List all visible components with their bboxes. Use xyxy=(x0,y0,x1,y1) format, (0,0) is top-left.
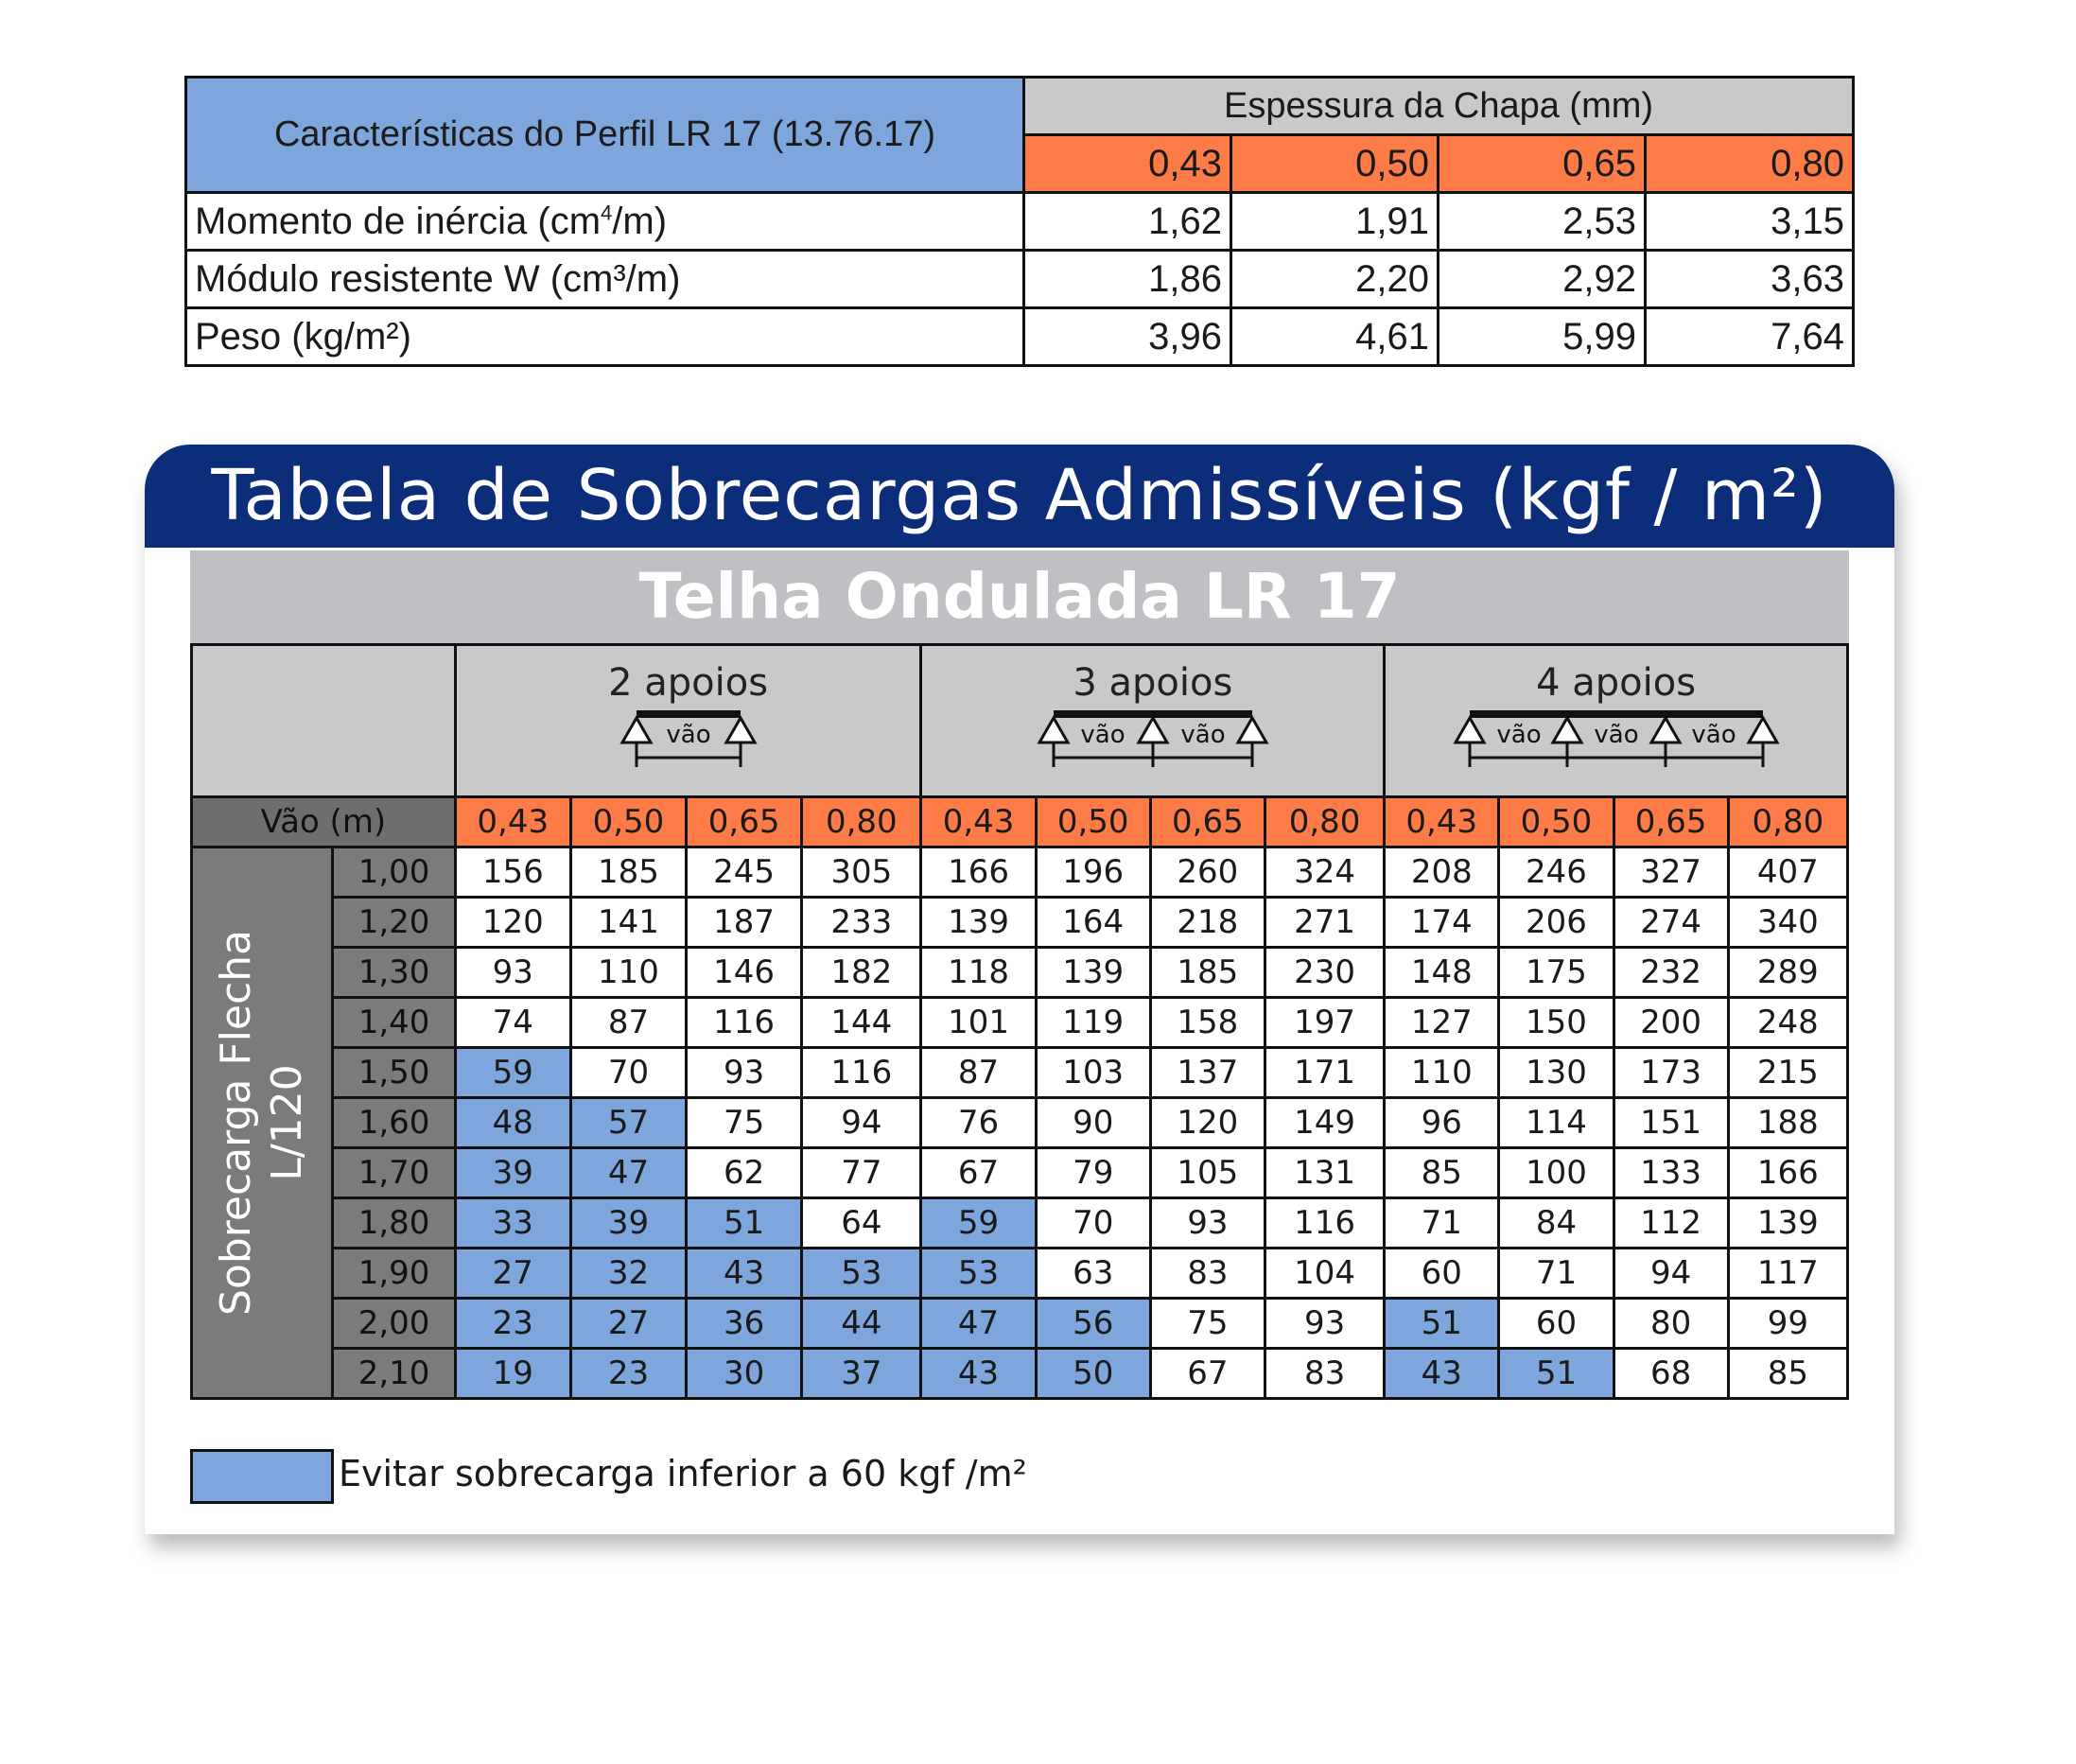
load-value-cell: 104 xyxy=(1265,1249,1384,1299)
load-value-cell: 99 xyxy=(1728,1299,1847,1349)
value-cell: 3,63 xyxy=(1646,251,1854,308)
load-value-cell: 150 xyxy=(1499,998,1614,1048)
load-table xyxy=(190,643,1849,1400)
two-support-span-icon xyxy=(618,708,759,769)
load-table-card xyxy=(145,445,1894,1534)
span-length-cell: 1,60 xyxy=(333,1098,455,1148)
load-value-cell: 68 xyxy=(1614,1349,1728,1399)
load-value-cell: 110 xyxy=(570,948,686,998)
load-value-cell: 101 xyxy=(921,998,1036,1048)
load-value-cell: 131 xyxy=(1265,1148,1384,1198)
load-value-cell: 116 xyxy=(1265,1198,1384,1249)
load-value-cell: 57 xyxy=(570,1098,686,1148)
load-value-cell: 188 xyxy=(1728,1098,1847,1148)
span-header: Vão (m) xyxy=(192,797,456,847)
load-value-cell: 233 xyxy=(802,898,921,948)
span-label: vão xyxy=(1080,721,1125,749)
group-header-3-supports xyxy=(921,645,1385,797)
load-value-cell: 43 xyxy=(687,1249,802,1299)
label-text: Momento de inércia (cm xyxy=(195,200,602,242)
table-row xyxy=(192,1349,1848,1399)
load-value-cell: 70 xyxy=(1036,1198,1150,1249)
table-row xyxy=(192,898,1848,948)
value-cell: 3,96 xyxy=(1024,308,1231,366)
value-cell: 5,99 xyxy=(1439,308,1646,366)
group-title: 3 apoios xyxy=(1073,661,1233,705)
axis-label-line: L/120 xyxy=(263,1064,312,1181)
value-cell: 3,15 xyxy=(1646,193,1854,251)
group-title: 2 apoios xyxy=(608,661,769,705)
table-row xyxy=(192,1198,1848,1249)
load-value-cell: 59 xyxy=(455,1048,570,1098)
three-support-span-icon xyxy=(1035,708,1271,769)
value-cell: 4,61 xyxy=(1231,308,1439,366)
load-value-cell: 133 xyxy=(1614,1148,1728,1198)
load-value-cell: 85 xyxy=(1385,1148,1499,1198)
row-label-modulus: Módulo resistente W (cm³/m) xyxy=(186,251,1024,308)
thickness-col-header: 0,50 xyxy=(1036,797,1150,847)
thickness-col-header: 0,65 xyxy=(1614,797,1728,847)
load-value-cell: 148 xyxy=(1385,948,1499,998)
load-value-cell: 59 xyxy=(921,1198,1036,1249)
profile-title: Características do Perfil LR 17 (13.76.17) xyxy=(186,78,1024,193)
legend-text: Evitar sobrecarga inferior a 60 kgf /m² xyxy=(339,1453,1027,1494)
span-length-cell: 1,70 xyxy=(333,1148,455,1198)
value-cell: 2,53 xyxy=(1439,193,1646,251)
load-value-cell: 116 xyxy=(687,998,802,1048)
group-title: 4 apoios xyxy=(1536,661,1697,705)
load-value-cell: 37 xyxy=(802,1349,921,1399)
load-value-cell: 274 xyxy=(1614,898,1728,948)
load-value-cell: 175 xyxy=(1499,948,1614,998)
load-value-cell: 47 xyxy=(570,1148,686,1198)
load-value-cell: 289 xyxy=(1728,948,1847,998)
load-value-cell: 340 xyxy=(1728,898,1847,948)
row-label-weight: Peso (kg/m²) xyxy=(186,308,1024,366)
thickness-header: Espessura da Chapa (mm) xyxy=(1024,78,1854,135)
load-value-cell: 164 xyxy=(1036,898,1150,948)
load-value-cell: 200 xyxy=(1614,998,1728,1048)
load-value-cell: 87 xyxy=(921,1048,1036,1098)
load-value-cell: 27 xyxy=(455,1249,570,1299)
load-value-cell: 208 xyxy=(1385,847,1499,898)
load-value-cell: 85 xyxy=(1728,1349,1847,1399)
group-header-2-supports xyxy=(455,645,921,797)
load-value-cell: 39 xyxy=(570,1198,686,1249)
corner-header xyxy=(192,645,456,797)
load-value-cell: 96 xyxy=(1385,1098,1499,1148)
thickness-col-4: 0,80 xyxy=(1646,135,1854,193)
load-value-cell: 87 xyxy=(570,998,686,1048)
load-value-cell: 93 xyxy=(687,1048,802,1098)
span-label: vão xyxy=(1180,721,1226,749)
load-value-cell: 139 xyxy=(921,898,1036,948)
load-value-cell: 116 xyxy=(802,1048,921,1098)
load-value-cell: 36 xyxy=(687,1299,802,1349)
load-value-cell: 23 xyxy=(455,1299,570,1349)
load-value-cell: 100 xyxy=(1499,1148,1614,1198)
load-value-cell: 144 xyxy=(802,998,921,1048)
span-length-cell: 1,50 xyxy=(333,1048,455,1098)
span-length-cell: 1,20 xyxy=(333,898,455,948)
load-value-cell: 79 xyxy=(1036,1148,1150,1198)
four-support-span-icon xyxy=(1451,708,1782,769)
load-value-cell: 74 xyxy=(455,998,570,1048)
load-value-cell: 174 xyxy=(1385,898,1499,948)
load-value-cell: 93 xyxy=(455,948,570,998)
load-value-cell: 327 xyxy=(1614,847,1728,898)
span-length-cell: 2,00 xyxy=(333,1299,455,1349)
load-value-cell: 83 xyxy=(1150,1249,1265,1299)
thickness-col-header: 0,43 xyxy=(1385,797,1499,847)
load-value-cell: 141 xyxy=(570,898,686,948)
load-value-cell: 90 xyxy=(1036,1098,1150,1148)
load-value-cell: 70 xyxy=(570,1048,686,1098)
load-value-cell: 27 xyxy=(570,1299,686,1349)
load-value-cell: 47 xyxy=(921,1299,1036,1349)
load-value-cell: 120 xyxy=(455,898,570,948)
load-value-cell: 83 xyxy=(1265,1349,1384,1399)
load-value-cell: 32 xyxy=(570,1249,686,1299)
thickness-col-header: 0,43 xyxy=(921,797,1036,847)
table-row xyxy=(192,847,1848,898)
load-value-cell: 71 xyxy=(1499,1249,1614,1299)
load-value-cell: 196 xyxy=(1036,847,1150,898)
load-value-cell: 39 xyxy=(455,1148,570,1198)
load-value-cell: 60 xyxy=(1385,1249,1499,1299)
load-value-cell: 230 xyxy=(1265,948,1384,998)
load-value-cell: 118 xyxy=(921,948,1036,998)
table-row xyxy=(192,1148,1848,1198)
load-value-cell: 48 xyxy=(455,1098,570,1148)
load-value-cell: 112 xyxy=(1614,1198,1728,1249)
thickness-col-3: 0,65 xyxy=(1439,135,1646,193)
load-value-cell: 119 xyxy=(1036,998,1150,1048)
load-value-cell: 43 xyxy=(1385,1349,1499,1399)
span-length-cell: 2,10 xyxy=(333,1349,455,1399)
load-value-cell: 75 xyxy=(1150,1299,1265,1349)
axis-label-text xyxy=(211,886,313,1359)
load-value-cell: 80 xyxy=(1614,1299,1728,1349)
characteristics-row-weight xyxy=(186,308,1854,366)
load-value-cell: 56 xyxy=(1036,1299,1150,1349)
value-cell: 1,86 xyxy=(1024,251,1231,308)
thickness-col-header: 0,80 xyxy=(1728,797,1847,847)
load-value-cell: 33 xyxy=(455,1198,570,1249)
thickness-col-header: 0,50 xyxy=(1499,797,1614,847)
value-cell: 2,20 xyxy=(1231,251,1439,308)
load-value-cell: 156 xyxy=(455,847,570,898)
load-value-cell: 166 xyxy=(1728,1148,1847,1198)
load-value-cell: 149 xyxy=(1265,1098,1384,1148)
load-value-cell: 127 xyxy=(1385,998,1499,1048)
load-value-cell: 71 xyxy=(1385,1198,1499,1249)
load-value-cell: 130 xyxy=(1499,1048,1614,1098)
span-label: vão xyxy=(1690,721,1736,749)
load-value-cell: 60 xyxy=(1499,1299,1614,1349)
load-value-cell: 19 xyxy=(455,1349,570,1399)
load-value-cell: 218 xyxy=(1150,898,1265,948)
thickness-col-1: 0,43 xyxy=(1024,135,1231,193)
load-value-cell: 103 xyxy=(1036,1048,1150,1098)
product-subtitle: Telha Ondulada LR 17 xyxy=(190,550,1849,643)
load-value-cell: 44 xyxy=(802,1299,921,1349)
load-value-cell: 43 xyxy=(921,1349,1036,1399)
label-suffix: /m) xyxy=(612,200,668,242)
span-length-cell: 1,40 xyxy=(333,998,455,1048)
table-row xyxy=(192,1048,1848,1098)
load-value-cell: 53 xyxy=(802,1249,921,1299)
load-value-cell: 206 xyxy=(1499,898,1614,948)
span-label: vão xyxy=(1593,721,1639,749)
load-value-cell: 324 xyxy=(1265,847,1384,898)
load-value-cell: 271 xyxy=(1265,898,1384,948)
load-value-cell: 23 xyxy=(570,1349,686,1399)
load-value-cell: 185 xyxy=(570,847,686,898)
table-row xyxy=(192,1249,1848,1299)
span-length-cell: 1,30 xyxy=(333,948,455,998)
load-value-cell: 139 xyxy=(1728,1198,1847,1249)
load-value-cell: 62 xyxy=(687,1148,802,1198)
row-label-inertia xyxy=(186,193,1024,251)
load-value-cell: 182 xyxy=(802,948,921,998)
load-value-cell: 75 xyxy=(687,1098,802,1148)
value-cell: 7,64 xyxy=(1646,308,1854,366)
load-value-cell: 146 xyxy=(687,948,802,998)
load-value-cell: 67 xyxy=(921,1148,1036,1198)
load-value-cell: 51 xyxy=(1385,1299,1499,1349)
table-row xyxy=(192,948,1848,998)
load-value-cell: 158 xyxy=(1150,998,1265,1048)
load-value-cell: 64 xyxy=(802,1198,921,1249)
load-value-cell: 53 xyxy=(921,1249,1036,1299)
table-row xyxy=(192,1098,1848,1148)
load-value-cell: 245 xyxy=(687,847,802,898)
profile-characteristics-table xyxy=(184,76,1855,367)
group-header-4-supports xyxy=(1385,645,1848,797)
load-value-cell: 76 xyxy=(921,1098,1036,1148)
load-value-cell: 84 xyxy=(1499,1198,1614,1249)
axis-label-line: Sobrecarga Flecha xyxy=(212,930,261,1316)
load-value-cell: 63 xyxy=(1036,1249,1150,1299)
load-value-cell: 260 xyxy=(1150,847,1265,898)
thickness-col-header: 0,80 xyxy=(802,797,921,847)
thickness-col-header: 0,80 xyxy=(1265,797,1384,847)
load-value-cell: 407 xyxy=(1728,847,1847,898)
thickness-col-header: 0,65 xyxy=(687,797,802,847)
span-length-cell: 1,90 xyxy=(333,1249,455,1299)
load-value-cell: 151 xyxy=(1614,1098,1728,1148)
thickness-col-header: 0,65 xyxy=(1150,797,1265,847)
load-value-cell: 105 xyxy=(1150,1148,1265,1198)
load-value-cell: 120 xyxy=(1150,1098,1265,1148)
load-value-cell: 139 xyxy=(1036,948,1150,998)
load-value-cell: 50 xyxy=(1036,1349,1150,1399)
load-value-cell: 171 xyxy=(1265,1048,1384,1098)
load-value-cell: 305 xyxy=(802,847,921,898)
load-value-cell: 94 xyxy=(1614,1249,1728,1299)
load-table-banner: Tabela de Sobrecargas Admissíveis (kgf / m²) xyxy=(145,445,1894,548)
load-value-cell: 215 xyxy=(1728,1048,1847,1098)
load-value-cell: 110 xyxy=(1385,1048,1499,1098)
value-cell: 1,91 xyxy=(1231,193,1439,251)
load-value-cell: 93 xyxy=(1265,1299,1384,1349)
load-value-cell: 67 xyxy=(1150,1349,1265,1399)
load-value-cell: 185 xyxy=(1150,948,1265,998)
load-value-cell: 173 xyxy=(1614,1048,1728,1098)
legend-swatch xyxy=(190,1449,334,1504)
load-axis-label xyxy=(192,847,333,1399)
thickness-col-2: 0,50 xyxy=(1231,135,1439,193)
span-length-cell: 1,80 xyxy=(333,1198,455,1249)
value-cell: 2,92 xyxy=(1439,251,1646,308)
load-value-cell: 51 xyxy=(1499,1349,1614,1399)
value-cell: 1,62 xyxy=(1024,193,1231,251)
load-value-cell: 187 xyxy=(687,898,802,948)
load-value-cell: 248 xyxy=(1728,998,1847,1048)
load-value-cell: 197 xyxy=(1265,998,1384,1048)
characteristics-row-modulus xyxy=(186,251,1854,308)
load-value-cell: 51 xyxy=(687,1198,802,1249)
table-row xyxy=(192,1299,1848,1349)
load-value-cell: 77 xyxy=(802,1148,921,1198)
load-value-cell: 114 xyxy=(1499,1098,1614,1148)
load-value-cell: 94 xyxy=(802,1098,921,1148)
load-value-cell: 117 xyxy=(1728,1249,1847,1299)
load-value-cell: 93 xyxy=(1150,1198,1265,1249)
label-superscript: 4 xyxy=(601,201,613,225)
thickness-col-header: 0,43 xyxy=(455,797,570,847)
load-value-cell: 30 xyxy=(687,1349,802,1399)
load-value-cell: 166 xyxy=(921,847,1036,898)
span-label: vão xyxy=(1495,721,1542,749)
table-row xyxy=(192,998,1848,1048)
characteristics-row-inertia xyxy=(186,193,1854,251)
thickness-col-header: 0,50 xyxy=(570,797,686,847)
span-label: vão xyxy=(665,721,711,749)
load-value-cell: 137 xyxy=(1150,1048,1265,1098)
load-value-cell: 232 xyxy=(1614,948,1728,998)
span-length-cell: 1,00 xyxy=(333,847,455,898)
load-value-cell: 246 xyxy=(1499,847,1614,898)
